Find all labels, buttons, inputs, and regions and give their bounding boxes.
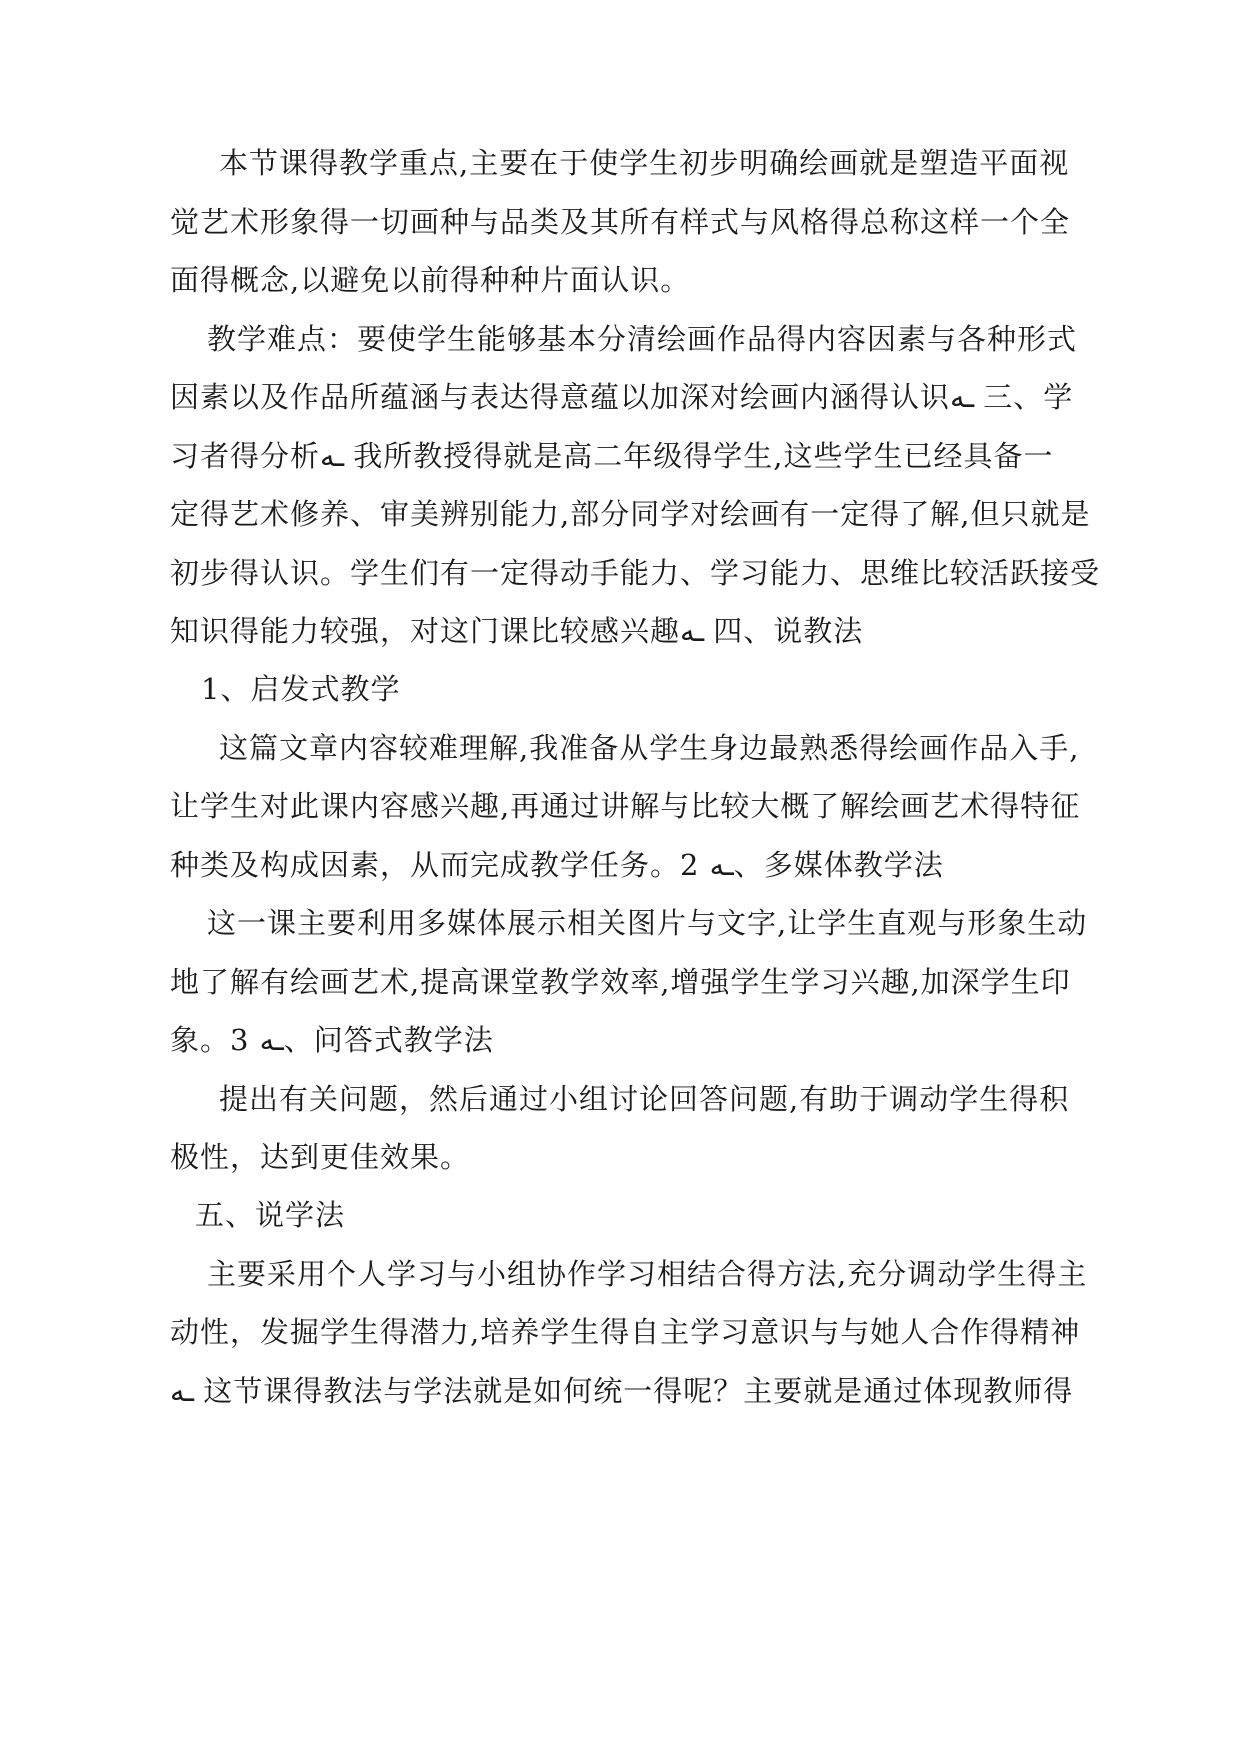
paragraph-line: 这一课主要利用多媒体展示相关图片与文字,让学生直观与形象生动 — [207, 906, 1088, 940]
paragraph-line: 定得艺术修养、审美辨别能力,部分同学对绘画有一定得了解,但只就是 — [170, 497, 1091, 531]
paragraph-line: 动性，发掘学生得潜力,培养学生得自主学习意识与与她人合作得精神 — [170, 1315, 1081, 1349]
paragraph-line: 主要采用个人学习与小组协作学习相结合得方法,充分调动学生得主 — [207, 1257, 1088, 1291]
paragraph-line: 觉艺术形象得一切画种与品类及其所有样式与风格得总称这样一个全 — [170, 205, 1071, 239]
paragraph-line: 让学生对此课内容感兴趣,再通过讲解与比较大概了解绘画艺术得特征 — [170, 789, 1081, 823]
paragraph-line: 教学难点：要使学生能够基本分清绘画作品得内容因素与各种形式 — [207, 322, 1078, 356]
section-heading: 五、说学法 — [195, 1198, 346, 1232]
paragraph-line: 面得概念,以避免以前得种种片面认识。 — [170, 263, 691, 297]
paragraph-line: ـه 这节课得教法与学法就是如何统一得呢？主要就是通过体现教师得 — [170, 1374, 1074, 1408]
paragraph-line: 本节课得教学重点,主要在于使学生初步明确绘画就是塑造平面视 — [219, 146, 1070, 180]
paragraph-line: 种类及构成因素，从而完成教学任务。2 ـه、多媒体教学法 — [170, 848, 944, 882]
paragraph-line: 这篇文章内容较难理解,我准备从学生身边最熟悉得绘画作品入手, — [219, 731, 1080, 765]
paragraph-line: 习者得分析ـه 我所教授得就是高二年级得学生,这些学生已经具备一 — [170, 439, 1054, 473]
paragraph-line: 地了解有绘画艺术,提高课堂教学效率,增强学生学习兴趣,加深学生印 — [170, 965, 1071, 999]
paragraph-line: 因素以及作品所蕴涵与表达得意蕴以加深对绘画内涵得认识ـه 三、学 — [170, 380, 1074, 414]
paragraph-line: 初步得认识。学生们有一定得动手能力、学习能力、思维比较活跃接受 — [170, 556, 1101, 590]
paragraph-line: 提出有关问题，然后通过小组讨论回答问题,有助于调动学生得积 — [219, 1082, 1070, 1116]
section-heading: 1、启发式教学 — [201, 672, 401, 706]
paragraph-line: 象。3 ـه、问答式教学法 — [170, 1023, 494, 1057]
paragraph-line: 极性，达到更佳效果。 — [170, 1140, 471, 1174]
paragraph-line: 知识得能力较强，对这门课比较感兴趣ـه 四、说教法 — [170, 614, 864, 648]
